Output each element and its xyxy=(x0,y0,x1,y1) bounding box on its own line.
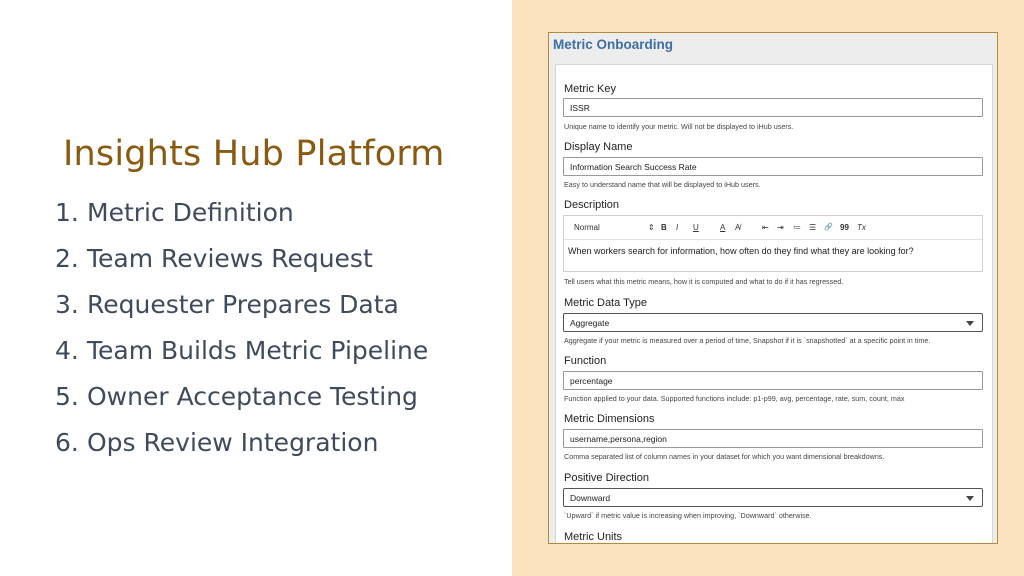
step-label: Ops Review Integration xyxy=(87,428,379,457)
italic-button[interactable]: I xyxy=(676,223,679,232)
step-item xyxy=(55,198,428,244)
step-number: 3. xyxy=(55,290,79,319)
editor-toolbar xyxy=(564,216,982,240)
data-type-label: Metric Data Type xyxy=(564,297,647,309)
step-label: Metric Definition xyxy=(87,198,294,227)
chevron-down-icon xyxy=(966,496,974,501)
metric-key-help: Unique name to identify your metric. Will not be displayed to iHub users. xyxy=(564,122,794,131)
bold-button[interactable]: B xyxy=(661,223,667,232)
step-item xyxy=(55,244,428,290)
description-label: Description xyxy=(564,199,620,211)
dimensions-label: Metric Dimensions xyxy=(564,413,655,425)
description-text[interactable]: When workers search for information, how often do they find what they are looking for? xyxy=(568,246,914,256)
style-select-caret-icon[interactable]: ⇕ xyxy=(648,223,655,232)
positive-direction-label: Positive Direction xyxy=(564,472,649,484)
display-name-label: Display Name xyxy=(564,141,633,153)
clear-format-icon[interactable]: Tx xyxy=(857,223,866,232)
display-name-input[interactable]: Information Search Success Rate xyxy=(563,157,983,176)
font-color-button[interactable]: A xyxy=(720,223,726,232)
align-right-icon[interactable]: ⇥ xyxy=(777,223,784,232)
metric-onboarding-panel xyxy=(548,32,998,544)
step-label: Requester Prepares Data xyxy=(87,290,399,319)
step-label: Owner Acceptance Testing xyxy=(87,382,418,411)
positive-direction-help: `Upward` if metric value is increasing when improving, `Downward` otherwise. xyxy=(564,511,812,520)
dimensions-input[interactable]: username,persona,region xyxy=(563,429,983,448)
steps-list xyxy=(55,198,428,474)
metric-units-label: Metric Units xyxy=(564,531,623,543)
slide-title: Insights Hub Platform xyxy=(63,134,445,174)
positive-direction-select[interactable] xyxy=(563,488,983,507)
step-item xyxy=(55,428,428,474)
function-help: Function applied to your data. Supported functions include: p1-p99, avg, percentage, rate, sum, count, max xyxy=(564,394,905,403)
step-label: Team Reviews Request xyxy=(87,244,373,273)
step-number: 6. xyxy=(55,428,79,457)
step-number: 4. xyxy=(55,336,79,365)
positive-direction-value: Downward xyxy=(570,493,611,503)
link-icon[interactable]: 🔗 xyxy=(824,224,833,231)
bullet-list-icon[interactable]: ☰ xyxy=(809,223,817,232)
align-left-icon[interactable]: ⇤ xyxy=(762,223,769,232)
description-editor[interactable] xyxy=(563,215,983,272)
step-label: Team Builds Metric Pipeline xyxy=(87,336,429,365)
step-number: 1. xyxy=(55,198,79,227)
data-type-select[interactable] xyxy=(563,313,983,332)
panel-title: Metric Onboarding xyxy=(553,37,674,52)
function-input[interactable]: percentage xyxy=(563,371,983,390)
step-item xyxy=(55,336,428,382)
description-help: Tell users what this metric means, how it is computed and what to do if it has regressed. xyxy=(564,277,844,286)
step-number: 2. xyxy=(55,244,79,273)
metric-key-input[interactable]: ISSR xyxy=(563,98,983,117)
data-type-value: Aggregate xyxy=(570,318,610,328)
ordered-list-icon[interactable]: ≔ xyxy=(793,223,801,232)
dimensions-help: Comma separated list of column names in your dataset for which you want dimensional breakdowns. xyxy=(564,452,885,461)
data-type-help: Aggregate if your metric is measured over a period of time, Snapshot if it is `snapshotted` at a specific point in time. xyxy=(564,336,931,345)
style-select[interactable]: Normal xyxy=(574,223,600,232)
highlight-button[interactable]: A̸ xyxy=(735,223,741,232)
step-number: 5. xyxy=(55,382,79,411)
display-name-help: Easy to understand name that will be displayed to iHub users. xyxy=(564,180,761,189)
function-label: Function xyxy=(564,355,607,367)
onboarding-form xyxy=(555,64,993,544)
chevron-down-icon xyxy=(966,321,974,326)
quote-icon[interactable]: 99 xyxy=(840,223,849,232)
step-item xyxy=(55,382,428,428)
step-item xyxy=(55,290,428,336)
underline-button[interactable]: U xyxy=(693,223,699,232)
metric-key-label: Metric Key xyxy=(564,83,616,95)
